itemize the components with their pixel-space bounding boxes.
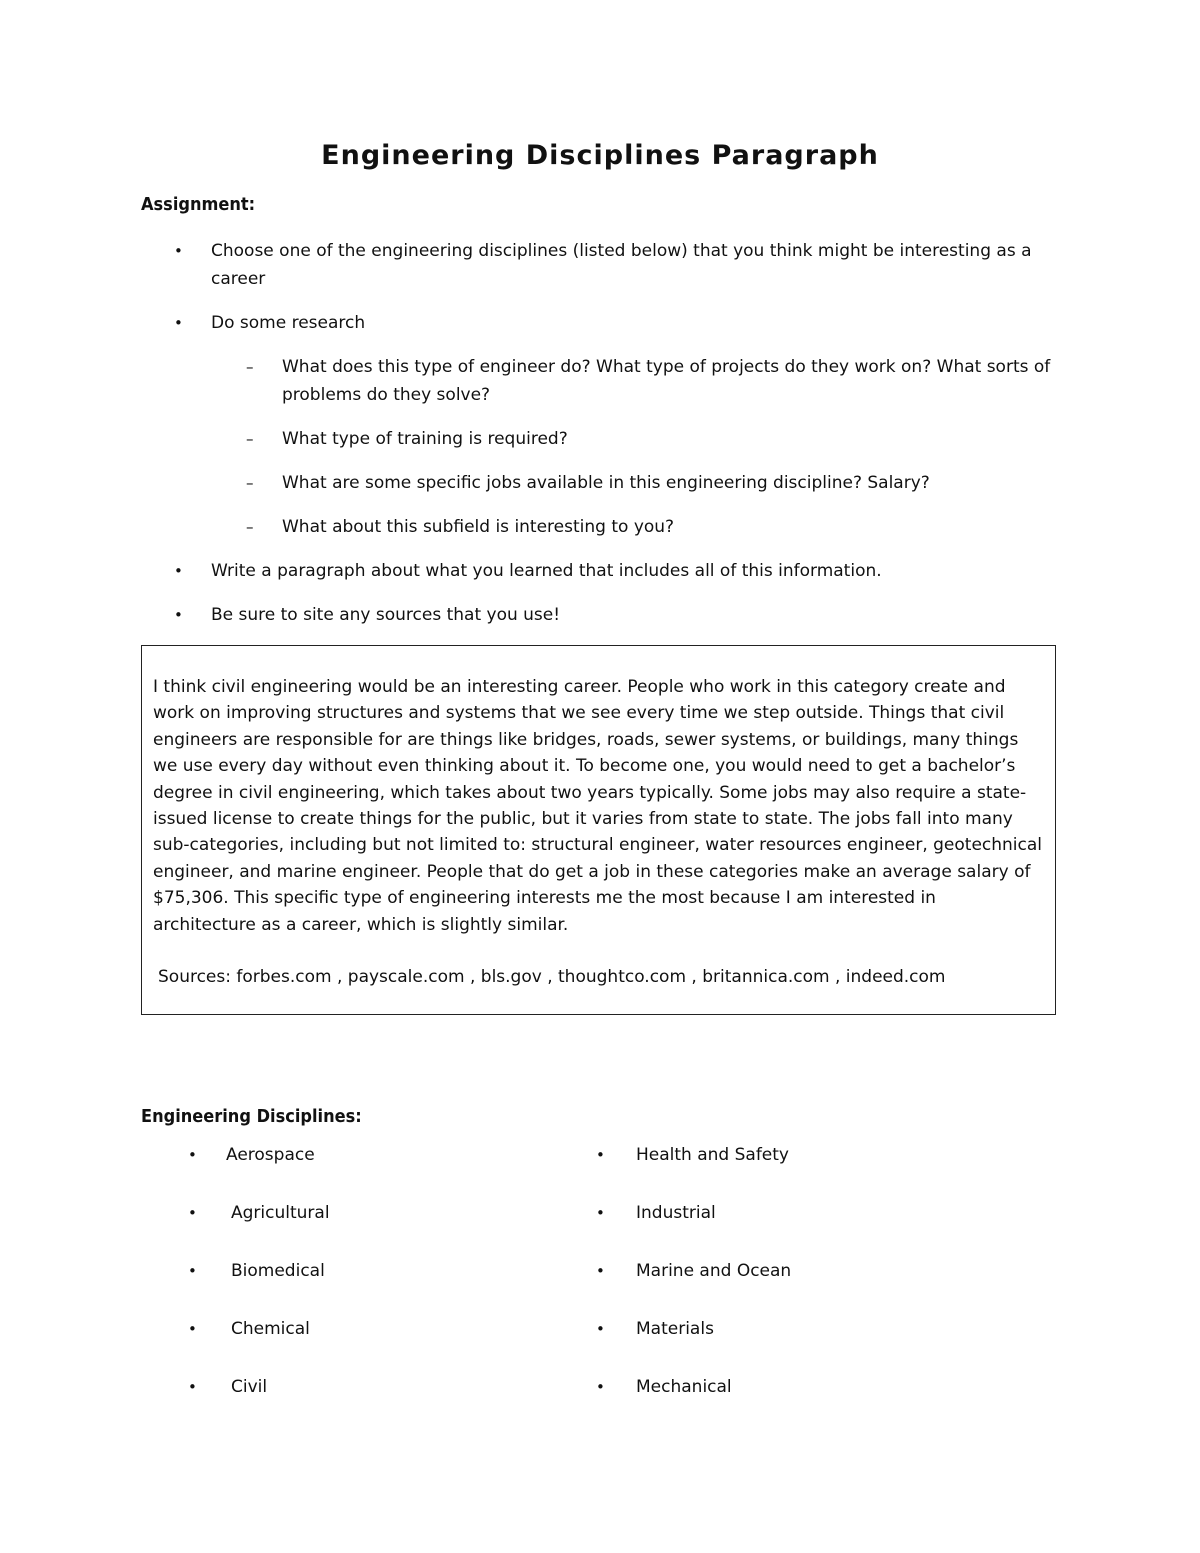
list-item xyxy=(0,1374,1200,1432)
discipline-industrial: Industrial xyxy=(636,1203,716,1223)
bullet-icon: • xyxy=(188,1146,197,1164)
discipline-aerospace: Aerospace xyxy=(226,1145,315,1165)
dash-icon: – xyxy=(246,430,254,448)
list-item xyxy=(0,1200,1200,1258)
discipline-health-and-safety: Health and Safety xyxy=(636,1145,789,1165)
bullet-icon: • xyxy=(174,314,183,332)
discipline-marine-and-ocean: Marine and Ocean xyxy=(636,1261,792,1281)
bullet-icon: • xyxy=(188,1378,197,1396)
research-question: What does this type of engineer do? What type of projects do they work on? What sorts of problems do they solve? xyxy=(282,357,1051,405)
disciplines-heading: Engineering Disciplines: xyxy=(141,1106,362,1127)
assignment-item-choose: Choose one of the engineering disciplines (listed below) that you think might be interesting as a career xyxy=(211,241,1032,289)
dash-icon: – xyxy=(246,474,254,492)
research-question: What about this subfield is interesting to you? xyxy=(282,517,675,537)
assignment-item-sources: Be sure to site any sources that you use! xyxy=(211,605,561,625)
bullet-icon: • xyxy=(174,606,183,624)
bullet-icon: • xyxy=(188,1262,197,1280)
bullet-icon: • xyxy=(596,1204,605,1222)
assignment-item-research: Do some research xyxy=(211,313,366,333)
discipline-biomedical: Biomedical xyxy=(231,1261,325,1281)
bullet-icon: • xyxy=(596,1378,605,1396)
bullet-icon: • xyxy=(596,1320,605,1338)
bullet-icon: • xyxy=(596,1146,605,1164)
answer-text-box[interactable] xyxy=(141,645,1056,1015)
bullet-icon: • xyxy=(174,562,183,580)
research-question: What type of training is required? xyxy=(282,429,568,449)
discipline-mechanical: Mechanical xyxy=(636,1377,732,1397)
list-item xyxy=(0,309,1061,337)
sources-line: Sources: forbes.com , payscale.com , bls.gov , thoughtco.com , britannica.com , indeed.com xyxy=(158,967,946,988)
page-title: Engineering Disciplines Paragraph xyxy=(321,140,879,171)
bullet-icon: • xyxy=(188,1204,197,1222)
bullet-icon: • xyxy=(174,242,183,260)
list-item xyxy=(0,1316,1200,1374)
bullet-icon: • xyxy=(188,1320,197,1338)
disciplines-right-column xyxy=(0,1142,1200,1432)
discipline-materials: Materials xyxy=(636,1319,714,1339)
dash-icon: – xyxy=(246,358,254,376)
answer-paragraph: I think civil engineering would be an interesting career. People who work in this category create and work on improving structures and systems that we see every time we step outside. Things that civil engineers are responsible for are things like bridges, roads, sewer systems, or buildings, many things we use every day without even thinking about it. To become one, you would need to get a bachelor’s degree in civil engineering, which takes about two years typically. Some jobs may also require a state-issued license to create things for the public, but it varies from state to state. The jobs fall into many sub-categories, including but not limited to: structural engineer, water resources engineer, geotechnical engineer, and marine engineer. People that do get a job in these categories make an average salary of $75,306. This specific type of engineering interests me the most because I am interested in architecture as a career, which is slightly similar. xyxy=(153,677,1043,935)
list-item xyxy=(0,469,1062,497)
list-item xyxy=(0,557,1061,585)
list-item xyxy=(0,513,1062,541)
research-question: What are some specific jobs available in this engineering discipline? Salary? xyxy=(282,473,930,493)
list-item xyxy=(0,601,1061,629)
list-item xyxy=(0,353,1062,409)
dash-icon: – xyxy=(246,518,254,536)
list-item xyxy=(0,237,1061,293)
assignment-list xyxy=(0,237,1200,645)
discipline-agricultural: Agricultural xyxy=(231,1203,330,1223)
discipline-civil: Civil xyxy=(231,1377,268,1397)
discipline-chemical: Chemical xyxy=(231,1319,310,1339)
list-item xyxy=(0,1258,1200,1316)
assignment-item-write: Write a paragraph about what you learned that includes all of this information. xyxy=(211,561,882,581)
list-item xyxy=(0,1142,1200,1200)
bullet-icon: • xyxy=(596,1262,605,1280)
list-item xyxy=(0,425,1062,453)
assignment-heading: Assignment: xyxy=(141,194,256,215)
